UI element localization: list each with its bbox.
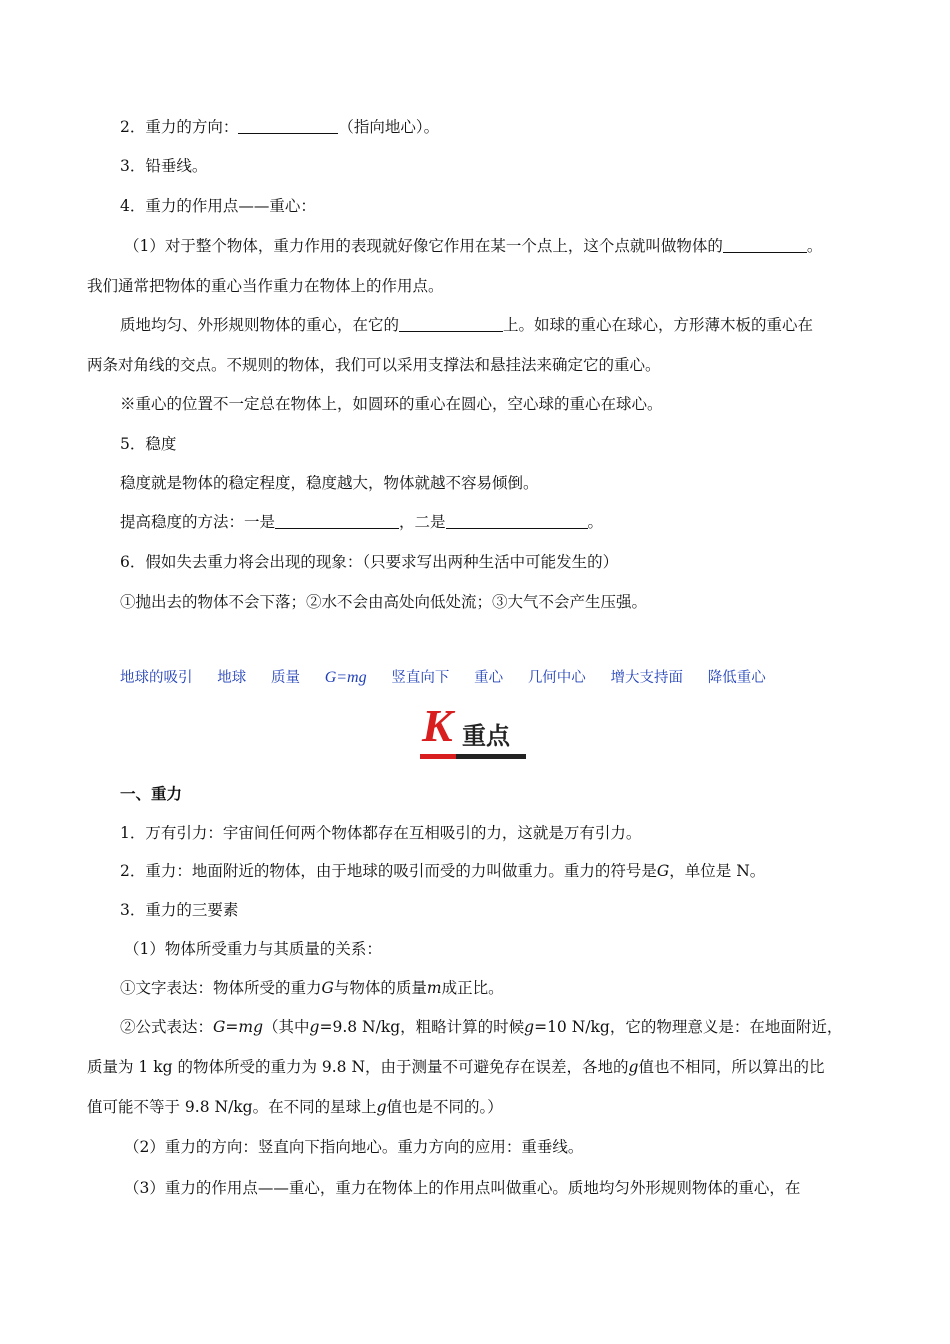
paragraph-center xyxy=(120,314,813,336)
text: =10 N/kg，它的物理意义是：在地面附近， xyxy=(534,1018,843,1036)
answer: 地球的吸引 xyxy=(120,670,193,686)
key-points-heading xyxy=(420,700,530,760)
item-4-1 xyxy=(124,235,822,257)
heading-underline-dark xyxy=(456,754,526,759)
item-5-a: 稳度就是物体的稳定程度，稳度越大，物体就越不容易倾倒。 xyxy=(120,474,539,492)
symbol: g xyxy=(376,1098,387,1116)
heading-underline-red xyxy=(420,754,456,759)
text: 质地均匀、外形规则物体的重心，在它的 xyxy=(120,316,400,334)
text: =9.8 N/kg，粗略计算的时候 xyxy=(319,1018,525,1036)
note: ※重心的位置不一定总在物体上，如圆环的重心在圆心，空心球的重心在球心。 xyxy=(120,395,663,413)
item-4-1-cont: 我们通常把物体的重心当作重力在物体上的作用点。 xyxy=(87,277,444,295)
para-6 xyxy=(120,1016,842,1038)
text: （1）对于整个物体，重力作用的表现就好像它作用在某一个点上，这个点就叫做物体的 xyxy=(124,237,723,255)
text: 2．重力：地面附近的物体，由于地球的吸引而受的力叫做重力。重力的符号是 xyxy=(120,862,657,880)
formula: G=mg xyxy=(213,1018,264,1036)
para-1: 1．万有引力：宇宙间任何两个物体都存在互相吸引的力，这就是万有引力。 xyxy=(120,824,642,842)
text: 值也是不同的。） xyxy=(386,1098,503,1116)
text: （其中 xyxy=(263,1018,310,1036)
fill-blank[interactable] xyxy=(446,512,588,529)
para-10: （3）重力的作用点——重心，重力在物体上的作用点叫做重心。质地均匀外形规则物体的重心，在 xyxy=(124,1179,801,1197)
text: 值也不相同，所以算出的比 xyxy=(638,1058,825,1076)
item-4: 4．重力的作用点——重心： xyxy=(120,197,316,215)
fill-blank[interactable] xyxy=(723,236,807,253)
symbol: g xyxy=(524,1018,535,1036)
para-7 xyxy=(87,1056,824,1078)
symbol: m xyxy=(426,979,442,997)
answer: G=mg xyxy=(324,669,367,686)
item-5-b xyxy=(120,511,603,533)
item-6-a: ①抛出去的物体不会下落；②水不会由高处向低处流；③大气不会产生压强。 xyxy=(120,593,648,611)
answer: 重心 xyxy=(474,670,504,686)
heading-title: 重点 xyxy=(462,722,510,750)
item-5: 5．稳度 xyxy=(120,435,177,453)
para-5 xyxy=(120,977,504,999)
text: 成正比。 xyxy=(441,979,504,997)
symbol: g xyxy=(309,1018,320,1036)
fill-blank[interactable] xyxy=(275,512,399,529)
para-2 xyxy=(120,860,765,882)
text: 。 xyxy=(587,513,604,531)
para-3: 3．重力的三要素 xyxy=(120,901,239,919)
text: 质量为 1 kg 的物体所受的重力为 9.8 N，由于测量不可避免存在误差，各地的 xyxy=(87,1058,629,1076)
k-logo: K xyxy=(422,700,453,751)
text: ②公式表达： xyxy=(120,1018,214,1036)
para-4: （1）物体所受重力与其质量的关系： xyxy=(124,940,382,958)
text: 提高稳度的方法：一是 xyxy=(120,513,276,531)
para-9: （2）重力的方向：竖直向下指向地心。重力方向的应用：重垂线。 xyxy=(124,1138,584,1156)
answer: 几何中心 xyxy=(527,670,586,686)
text: ，单位是 N。 xyxy=(669,862,766,880)
fill-blank[interactable] xyxy=(238,117,338,134)
symbol: g xyxy=(628,1058,639,1076)
symbol: G xyxy=(656,862,670,880)
text: ，二是 xyxy=(399,513,446,531)
answer: 质量 xyxy=(270,670,300,686)
answer: 降低重心 xyxy=(707,670,766,686)
answer-key xyxy=(120,666,782,687)
fill-blank[interactable] xyxy=(399,315,503,332)
item-6: 6．假如失去重力将会出现的现象：（只要求写出两种生活中可能发生的） xyxy=(120,553,619,571)
text: 上。如球的重心在球心，方形薄木板的重心在 xyxy=(503,316,814,334)
text: 值可能不等于 9.8 N/kg。在不同的星球上 xyxy=(87,1098,377,1116)
answer: 竖直向下 xyxy=(391,670,450,686)
text: 。 xyxy=(806,237,823,255)
item-3: 3．铅垂线。 xyxy=(120,157,208,175)
paragraph-center-cont: 两条对角线的交点。不规则的物体，我们可以采用支撑法和悬挂法来确定它的重心。 xyxy=(87,356,661,374)
item-2 xyxy=(120,116,439,138)
text: 2．重力的方向： xyxy=(120,118,239,136)
answer: 地球 xyxy=(217,670,247,686)
text: （指向地心）。 xyxy=(338,118,440,136)
answer: 增大支持面 xyxy=(610,670,684,686)
section-title: 一、重力 xyxy=(120,785,183,803)
symbol: G xyxy=(321,979,334,997)
text: ①文字表达：物体所受的重力 xyxy=(120,979,322,997)
text: 与物体的质量 xyxy=(333,979,427,997)
para-8 xyxy=(87,1096,503,1118)
